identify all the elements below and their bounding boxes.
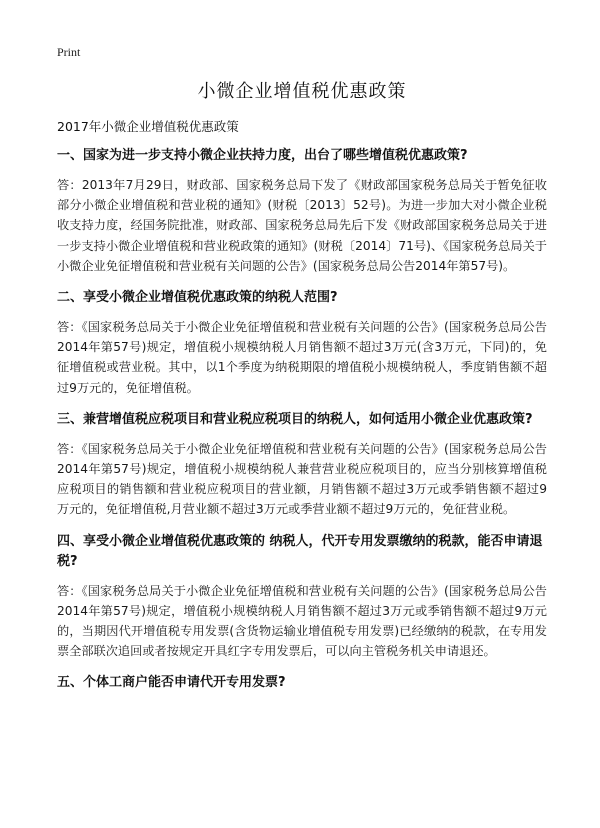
question-4: 四、享受小微企业增值税优惠政策的 纳税人，代开专用发票缴纳的税款，能否申请退税? (57, 533, 543, 569)
print-link[interactable]: Print (57, 45, 81, 59)
answer-3: 答：《国家税务总局关于小微企业免征增值税和营业税有关问题的公告》(国家税务总局公告2014年第57号)规定，增值税小规模纳税人兼营营业税应税项目的，应当分别核算增值税应税项目的销售额和营业税应税项目的营业额，月销售额不超过3万元或季销售额不超过9万元的，免征增值税,月营业额不超过3万元或季营业额不超过9万元的，免征营业税。 (57, 441, 547, 517)
document-title: 小微企业增值税优惠政策 (197, 81, 407, 102)
question-2: 二、享受小微企业增值税优惠政策的纳税人范围? (57, 290, 338, 306)
document-subtitle: 2017年小微企业增值税优惠政策 (57, 119, 239, 134)
answer-2: 答：《国家税务总局关于小微企业免征增值税和营业税有关问题的公告》(国家税务总局公告2014年第57号)规定，增值税小规模纳税人月销售额不超过3万元(含3万元，下同)的，免征增值税或营业税。其中，以1个季度为纳税期限的增值税小规模纳税人，季度销售额不超过9万元的，免征增值税。 (57, 320, 547, 395)
question-1: 一、国家为进一步支持小微企业扶持力度，出台了哪些增值税优惠政策? (57, 148, 468, 163)
question-3: 三、兼营增值税应税项目和营业税应税项目的纳税人，如何适用小微企业优惠政策? (57, 411, 533, 427)
question-5: 五、个体工商户能否申请代开专用发票? (57, 675, 286, 691)
answer-1: 答：2013年7月29日，财政部、国家税务总局下发了《财政部国家税务总局关于暂免征收部分小微企业增值税和营业税的通知》(财税〔2013〕52号)。为进一步加大对小微企业税收支持力度，经国务院批准，财政部、国家税务总局先后下发《财政部国家税务总局关于进一步支持小微企业增值税和营业税政策的通知》(财税〔2014〕71号)、《国家税务总局关于小微企业免征增值税和营业税有关问题的公告》(国家税务总局公告2014年第57号)。 (57, 178, 547, 273)
document-body (57, 80, 547, 702)
answer-4: 答：《国家税务总局关于小微企业免征增值税和营业税有关问题的公告》(国家税务总局公告2014年第57号)规定，增值税小规模纳税人月销售额不超过3万元或季销售额不超过9万元的，当期因代开增值税专用发票(含货物运输业增值税专用发票)已经缴纳的税款，在专用发票全部联次追回或者按规定开具红字专用发票后，可以向主管税务机关申请退还。 (57, 583, 547, 659)
